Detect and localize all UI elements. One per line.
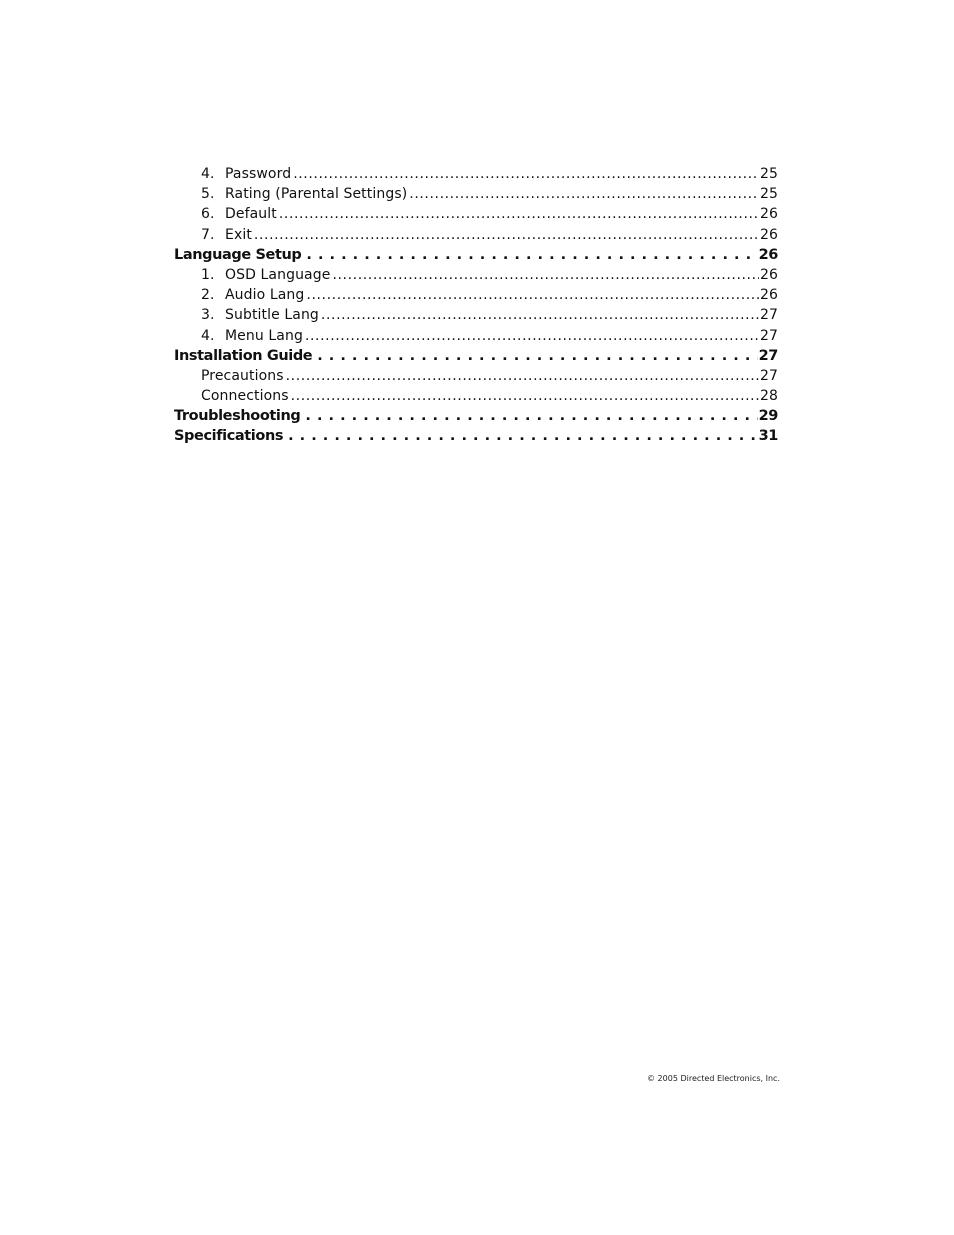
dot-leader <box>305 406 757 426</box>
toc-entry-number: 5. <box>201 186 215 203</box>
toc-section-troubleshooting[interactable] <box>174 406 778 426</box>
toc-section-title: Specifications <box>174 428 284 445</box>
toc-section-installation-guide[interactable] <box>174 346 778 366</box>
toc-entry-number: 6. <box>201 206 215 223</box>
toc-entry-title: Subtitle Lang <box>225 307 319 324</box>
toc-entry-title: Menu Lang <box>225 327 303 344</box>
toc-entry-page: 28 <box>759 388 778 405</box>
dot-leader <box>409 184 759 204</box>
toc-entry-number: 7. <box>201 226 215 243</box>
toc-entry-title: Precautions <box>201 367 284 384</box>
toc-section-page: 31 <box>758 428 778 445</box>
dot-leader <box>286 366 759 386</box>
toc-entry-page: 27 <box>759 367 778 384</box>
toc-entry-rating[interactable] <box>174 184 778 204</box>
toc-entry-title: Exit <box>225 226 252 243</box>
toc-entry-page: 26 <box>759 206 778 223</box>
toc-entry-page: 26 <box>759 266 778 283</box>
toc-section-specifications[interactable] <box>174 426 778 446</box>
toc-section-page: 26 <box>758 246 778 263</box>
toc-entry-exit[interactable] <box>174 225 778 245</box>
toc-entry-page: 26 <box>759 287 778 304</box>
toc-entry-password[interactable] <box>174 164 778 184</box>
toc-section-title: Installation Guide <box>174 347 313 364</box>
toc-entry-page: 27 <box>759 307 778 324</box>
toc-entry-page: 26 <box>759 226 778 243</box>
toc-entry-page: 25 <box>759 166 778 182</box>
dot-leader <box>279 204 759 224</box>
dot-leader <box>321 305 759 325</box>
dot-leader <box>317 346 757 366</box>
copyright-footer: © 2005 Directed Electronics, Inc. <box>647 1074 780 1083</box>
toc-entry-title: OSD Language <box>225 266 331 283</box>
toc-entry-title: Connections <box>201 388 289 405</box>
dot-leader <box>288 426 758 446</box>
dot-leader <box>306 285 759 305</box>
toc-entry-number: 3. <box>201 307 215 324</box>
toc-entry-number: 4. <box>201 327 215 344</box>
toc-entry-title: Default <box>225 206 277 223</box>
toc-section-title: Language Setup <box>174 246 302 263</box>
toc-entry-audio-lang[interactable] <box>174 285 778 305</box>
toc-entry-default[interactable] <box>174 204 778 224</box>
dot-leader <box>293 164 759 184</box>
toc-entry-number: 2. <box>201 287 215 304</box>
toc-section-page: 29 <box>758 408 778 425</box>
toc-entry-title: Password <box>225 166 292 182</box>
toc-entry-number: 4. <box>201 166 215 182</box>
toc-entry-menu-lang[interactable] <box>174 326 778 346</box>
dot-leader <box>305 326 759 346</box>
dot-leader <box>306 245 757 265</box>
dot-leader <box>291 386 759 406</box>
dot-leader <box>332 265 759 285</box>
toc-entry-precautions[interactable] <box>174 366 778 386</box>
toc-entry-connections[interactable] <box>174 386 778 406</box>
toc-section-language-setup[interactable] <box>174 245 778 265</box>
toc-entry-subtitle-lang[interactable] <box>174 305 778 325</box>
table-of-contents <box>174 164 778 447</box>
toc-entry-title: Audio Lang <box>225 287 305 304</box>
toc-entry-title: Rating (Parental Settings) <box>225 186 408 203</box>
toc-section-title: Troubleshooting <box>174 408 301 425</box>
toc-entry-osd-language[interactable] <box>174 265 778 285</box>
toc-entry-page: 27 <box>759 327 778 344</box>
toc-section-page: 27 <box>758 347 778 364</box>
toc-entry-number: 1. <box>201 266 215 283</box>
toc-entry-page: 25 <box>759 186 778 203</box>
dot-leader <box>254 225 759 245</box>
